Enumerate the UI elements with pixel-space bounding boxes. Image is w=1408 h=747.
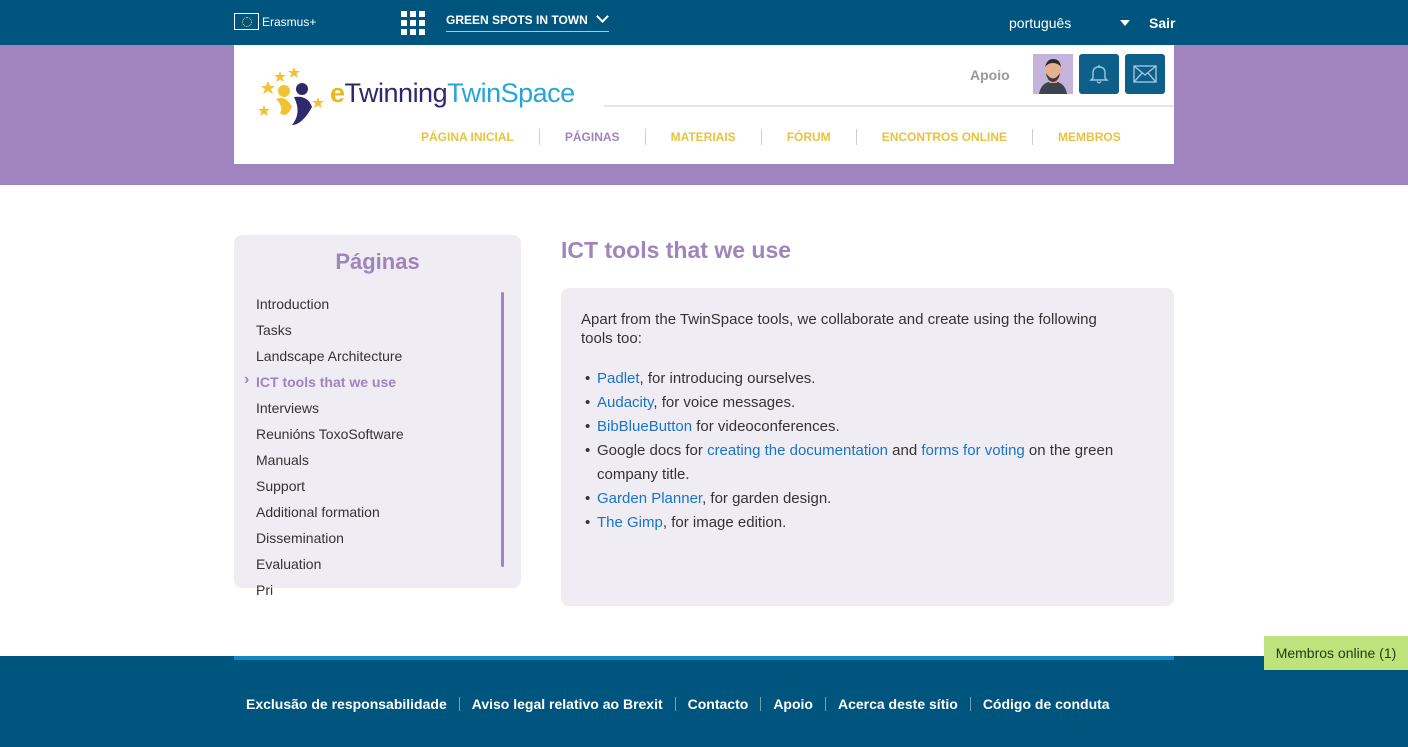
footer-accent-line: [234, 656, 1174, 660]
project-selector[interactable]: [446, 13, 609, 32]
nav-forum[interactable]: FÓRUM: [786, 130, 831, 144]
footer-link-contact[interactable]: Contacto: [687, 696, 749, 712]
notifications-button[interactable]: [1079, 54, 1119, 94]
sidebar-scrollbar[interactable]: [501, 292, 504, 567]
audacity-link[interactable]: Audacity: [597, 394, 654, 411]
tool-description: on the green company title.: [597, 442, 1114, 483]
sidebar-item-landscape-architecture[interactable]: Landscape Architecture: [256, 348, 403, 364]
gimp-link[interactable]: The Gimp: [597, 514, 663, 531]
tools-list: [597, 367, 1137, 535]
sidebar-item-reunions[interactable]: Reunións ToxoSoftware: [256, 426, 404, 442]
footer-link-brexit[interactable]: Aviso legal relativo ao Brexit: [471, 696, 663, 712]
voting-forms-link[interactable]: forms for voting: [921, 442, 1025, 459]
header-divider: [604, 105, 1174, 107]
logout-link[interactable]: Sair: [1149, 15, 1176, 31]
footer-link-support[interactable]: Apoio: [773, 696, 813, 712]
padlet-link[interactable]: Padlet: [597, 370, 640, 387]
sidebar-item-dissemination[interactable]: Dissemination: [256, 530, 344, 546]
avatar-person-icon: [1033, 54, 1073, 94]
main-nav: [396, 129, 1146, 145]
mail-icon: [1133, 65, 1157, 83]
header-card: [234, 45, 1174, 164]
eu-flag-icon: [234, 13, 259, 30]
tool-description: , for image edition.: [662, 514, 787, 531]
nav-materials[interactable]: MATERIAIS: [670, 130, 736, 144]
tool-description: , for introducing ourselves.: [639, 370, 816, 387]
footer-link-code-of-conduct[interactable]: Código de conduta: [982, 696, 1110, 712]
sidebar-item-manuals[interactable]: Manuals: [256, 452, 309, 468]
sidebar-item-additional-formation[interactable]: Additional formation: [256, 504, 380, 520]
tool-description: , for voice messages.: [653, 394, 796, 411]
sidebar-item-introduction[interactable]: Introduction: [256, 296, 330, 312]
apps-grid-icon[interactable]: [401, 11, 425, 35]
messages-button[interactable]: [1125, 54, 1165, 94]
nav-members[interactable]: MEMBROS: [1058, 130, 1121, 144]
sidebar-item-interviews[interactable]: Interviews: [256, 400, 320, 416]
caret-down-icon[interactable]: [1120, 20, 1130, 26]
top-bar: [0, 0, 1408, 45]
logo-twinning: Twinning: [344, 78, 448, 108]
sidebar-item-tasks[interactable]: Tasks: [256, 322, 292, 338]
nav-online-meetings[interactable]: ENCONTROS ONLINE: [881, 130, 1008, 144]
list-item: [597, 439, 1137, 487]
intro-text: Apart from the TwinSpace tools, we collaborate and create using the following tools too:: [581, 311, 1097, 347]
footer-links: [234, 696, 1122, 712]
erasmus-logo[interactable]: [234, 13, 316, 30]
tool-description: , for garden design.: [702, 490, 832, 507]
footer-link-about[interactable]: Acerca deste sítio: [837, 696, 958, 712]
language-select[interactable]: português: [1009, 15, 1072, 31]
sidebar-item-evaluation[interactable]: Evaluation: [256, 556, 322, 572]
sidebar-item-partial[interactable]: Pri: [256, 582, 274, 598]
page-title: ICT tools that we use: [561, 237, 792, 263]
etwinning-figures-icon: [258, 67, 338, 127]
bigbluebutton-link[interactable]: BibBlueButton: [597, 418, 693, 435]
sidebar-item-ict-tools[interactable]: › ICT tools that we use: [256, 373, 404, 399]
documentation-link[interactable]: creating the documentation: [707, 442, 889, 459]
nav-pages[interactable]: PÁGINAS: [564, 130, 620, 144]
tool-prefix: Google docs for: [597, 442, 708, 459]
sidebar-title: Páginas: [335, 249, 420, 274]
user-avatar[interactable]: [1033, 54, 1073, 94]
erasmus-label: Erasmus+: [262, 14, 317, 29]
chevron-down-icon: [596, 10, 609, 23]
logo-wordmark[interactable]: [330, 78, 575, 109]
logo-twinspace: TwinSpace: [447, 78, 575, 108]
footer-link-disclaimer[interactable]: Exclusão de responsabilidade: [246, 696, 447, 712]
tool-connector: and: [888, 442, 922, 459]
sidebar-item-support[interactable]: Support: [256, 478, 306, 494]
list-item: [597, 367, 1137, 391]
list-item: [597, 487, 1137, 511]
list-item: [597, 391, 1137, 415]
online-members-button[interactable]: Membros online (1): [1264, 636, 1408, 670]
bell-icon: [1088, 63, 1110, 85]
list-item: [597, 511, 1137, 535]
page-content: [561, 288, 1174, 606]
pages-list: [256, 295, 404, 607]
project-name: GREEN SPOTS IN TOWN: [446, 13, 588, 27]
garden-planner-link[interactable]: Garden Planner: [597, 490, 703, 507]
logo-e: e: [330, 78, 345, 108]
nav-home[interactable]: PÁGINA INICIAL: [421, 130, 514, 144]
pages-sidebar: [234, 235, 521, 598]
footer: [0, 656, 1408, 747]
tool-description: for videoconferences.: [692, 418, 840, 435]
list-item: [597, 415, 1137, 439]
support-link[interactable]: Apoio: [970, 67, 1010, 83]
